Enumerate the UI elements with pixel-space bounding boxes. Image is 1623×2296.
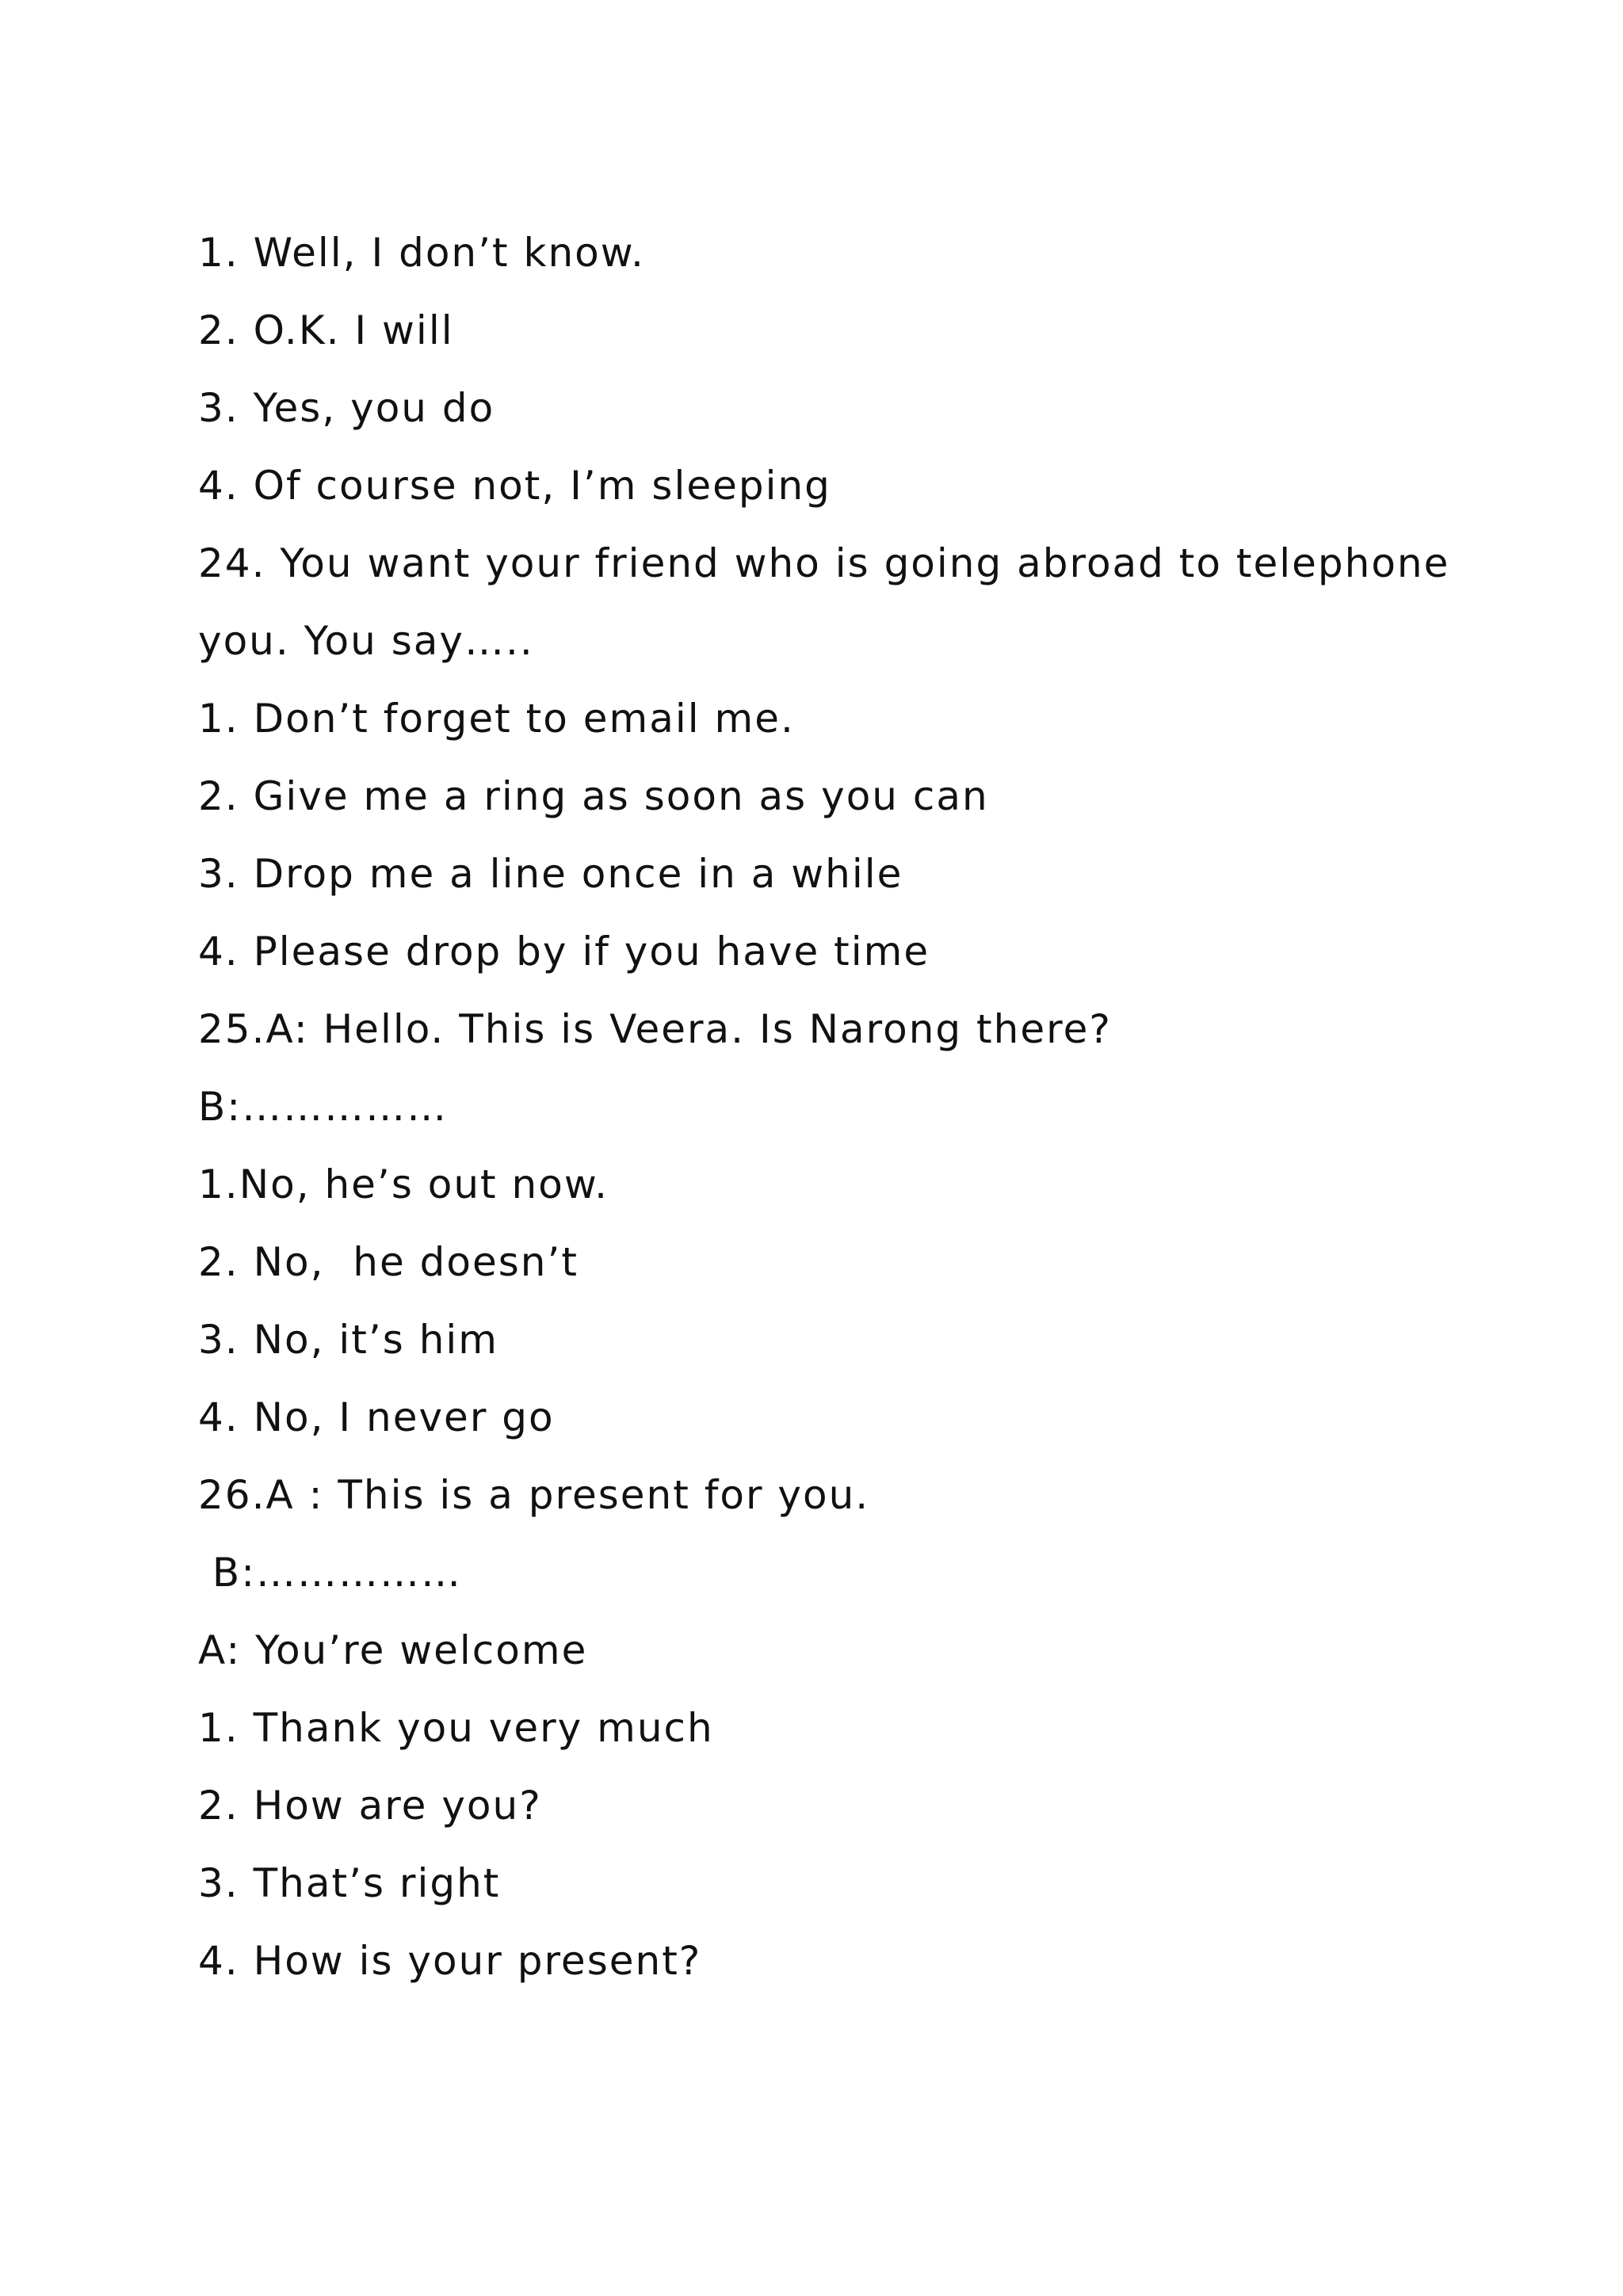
answer-option: 4. Please drop by if you have time <box>198 929 930 974</box>
dialogue-blank: B:…………… <box>198 1550 463 1596</box>
answer-option: 3. Drop me a line once in a while <box>198 851 903 897</box>
question-24-continued: you. You say….. <box>198 618 534 664</box>
document-body <box>198 214 1545 2000</box>
question-24: 24. You want your friend who is going abroad to telephone <box>198 540 1450 586</box>
answer-option: 2. No, he doesn’t <box>198 1239 579 1285</box>
answer-option: 2. How are you? <box>198 1783 542 1829</box>
dialogue-blank: B:…………… <box>198 1084 449 1130</box>
dialogue-line: A: You’re welcome <box>198 1627 588 1673</box>
answer-option: 2. O.K. I will <box>198 307 454 353</box>
answer-option: 1. Well, I don’t know. <box>198 230 645 276</box>
answer-option: 3. No, it’s him <box>198 1317 498 1363</box>
answer-option: 4. Of course not, I’m sleeping <box>198 463 831 509</box>
answer-option: 2. Give me a ring as soon as you can <box>198 773 989 819</box>
answer-option: 3. That’s right <box>198 1860 501 1906</box>
answer-option: 1.No, he’s out now. <box>198 1161 609 1207</box>
answer-option: 3. Yes, you do <box>198 385 495 431</box>
answer-option: 4. No, I never go <box>198 1394 555 1440</box>
answer-option: 1. Don’t forget to email me. <box>198 696 795 742</box>
question-25: 25.A: Hello. This is Veera. Is Narong there? <box>198 1006 1112 1052</box>
answer-option: 4. How is your present? <box>198 1938 702 1984</box>
answer-option: 1. Thank you very much <box>198 1705 714 1751</box>
question-26: 26.A : This is a present for you. <box>198 1472 870 1518</box>
